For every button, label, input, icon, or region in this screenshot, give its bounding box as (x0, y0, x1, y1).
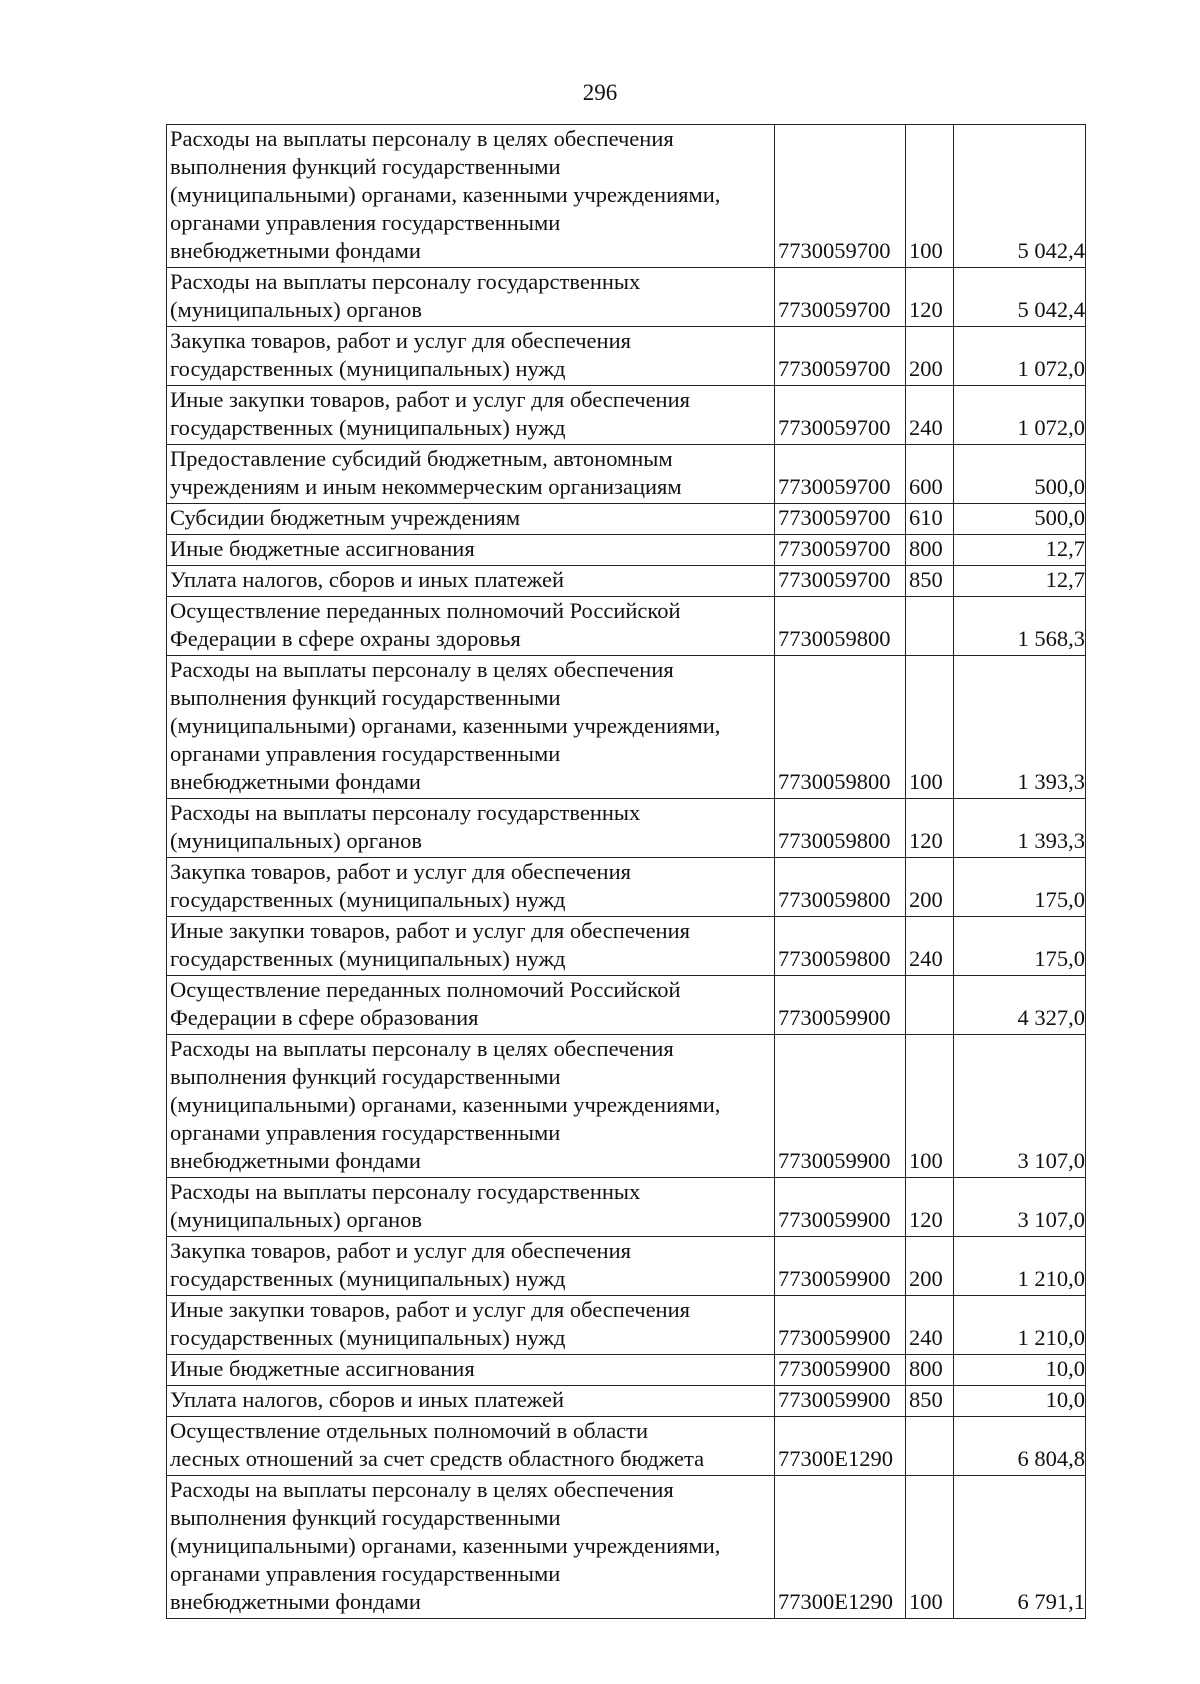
amount-cell: 10,0 (954, 1386, 1086, 1417)
expense-type-cell: 240 (906, 1296, 954, 1355)
page-number: 296 (582, 80, 618, 105)
amount-cell: 1 210,0 (954, 1237, 1086, 1296)
amount-cell: 1 568,3 (954, 597, 1086, 656)
expense-name-line: Иные бюджетные ассигнования (170, 1356, 475, 1381)
expense-name-cell (167, 1386, 775, 1417)
expense-type-cell: 120 (906, 799, 954, 858)
expense-name-line: Расходы на выплаты персоналу в целях обеспечения (170, 126, 674, 151)
budget-table (166, 124, 1086, 1619)
table-row (167, 386, 1086, 445)
expense-name-line: лесных отношений за счет средств областного бюджета (170, 1446, 705, 1471)
expense-name-cell (167, 1476, 775, 1619)
target-code-cell: 7730059900 (775, 1386, 906, 1417)
expense-name-line: Предоставление субсидий бюджетным, автономным (170, 446, 673, 471)
expense-name-line: Федерации в сфере образования (170, 1005, 479, 1030)
expense-name-line: (муниципальными) органами, казенными учреждениями, (170, 713, 721, 738)
target-code-cell: 7730059700 (775, 327, 906, 386)
expense-name-cell (167, 917, 775, 976)
table-row (167, 125, 1086, 268)
target-code-cell: 7730059800 (775, 597, 906, 656)
amount-cell: 1 072,0 (954, 386, 1086, 445)
target-code-cell: 7730059900 (775, 1355, 906, 1386)
table-row (167, 799, 1086, 858)
expense-name-line: (муниципальными) органами, казенными учреждениями, (170, 1533, 721, 1558)
expense-type-cell: 200 (906, 1237, 954, 1296)
expense-type-cell: 600 (906, 445, 954, 504)
expense-name-line: учреждениям и иным некоммерческим организациям (170, 474, 682, 499)
expense-name-cell (167, 327, 775, 386)
table-row (167, 535, 1086, 566)
target-code-cell: 7730059800 (775, 858, 906, 917)
table-row (167, 1237, 1086, 1296)
expense-type-cell: 100 (906, 1035, 954, 1178)
expense-name-line: Субсидии бюджетным учреждениям (170, 505, 521, 530)
expense-name-line: Иные закупки товаров, работ и услуг для обеспечения (170, 918, 690, 943)
target-code-cell: 7730059700 (775, 386, 906, 445)
target-code-cell: 7730059900 (775, 1178, 906, 1237)
target-code-cell: 7730059700 (775, 445, 906, 504)
target-code-cell: 7730059900 (775, 1035, 906, 1178)
amount-cell: 10,0 (954, 1355, 1086, 1386)
amount-cell: 6 804,8 (954, 1417, 1086, 1476)
expense-type-cell: 200 (906, 858, 954, 917)
expense-name-line: Иные закупки товаров, работ и услуг для обеспечения (170, 1297, 690, 1322)
expense-name-cell (167, 597, 775, 656)
amount-cell: 3 107,0 (954, 1178, 1086, 1237)
expense-name-cell (167, 445, 775, 504)
target-code-cell: 7730059700 (775, 268, 906, 327)
expense-type-cell: 610 (906, 504, 954, 535)
amount-cell: 1 393,3 (954, 799, 1086, 858)
expense-name-line: Уплата налогов, сборов и иных платежей (170, 567, 565, 592)
expense-name-cell (167, 125, 775, 268)
amount-cell: 5 042,4 (954, 125, 1086, 268)
expense-name-line: (муниципальных) органов (170, 1207, 423, 1232)
expense-name-line: выполнения функций государственными (170, 154, 561, 179)
expense-type-cell (906, 597, 954, 656)
table-row (167, 1355, 1086, 1386)
expense-name-line: Расходы на выплаты персоналу государственных (170, 1179, 641, 1204)
table-row (167, 566, 1086, 597)
amount-cell: 5 042,4 (954, 268, 1086, 327)
expense-name-line: государственных (муниципальных) нужд (170, 887, 566, 912)
expense-type-cell: 850 (906, 566, 954, 597)
table-row (167, 445, 1086, 504)
target-code-cell: 77300E1290 (775, 1476, 906, 1619)
expense-name-line: органами управления государственными (170, 1120, 561, 1145)
expense-type-cell: 200 (906, 327, 954, 386)
amount-cell: 6 791,1 (954, 1476, 1086, 1619)
expense-name-line: Расходы на выплаты персоналу государственных (170, 800, 641, 825)
expense-type-cell: 120 (906, 1178, 954, 1237)
table-row (167, 327, 1086, 386)
expense-name-cell (167, 656, 775, 799)
expense-name-cell (167, 535, 775, 566)
expense-name-line: (муниципальными) органами, казенными учреждениями, (170, 1092, 721, 1117)
target-code-cell: 7730059800 (775, 917, 906, 976)
expense-name-cell (167, 799, 775, 858)
target-code-cell: 7730059700 (775, 504, 906, 535)
table-row (167, 1476, 1086, 1619)
expense-name-line: государственных (муниципальных) нужд (170, 1325, 566, 1350)
expense-name-line: Закупка товаров, работ и услуг для обеспечения (170, 328, 631, 353)
amount-cell: 12,7 (954, 535, 1086, 566)
table-row (167, 656, 1086, 799)
expense-name-cell (167, 1035, 775, 1178)
amount-cell: 1 393,3 (954, 656, 1086, 799)
expense-name-line: (муниципальными) органами, казенными учреждениями, (170, 182, 721, 207)
target-code-cell: 7730059900 (775, 1296, 906, 1355)
expense-name-cell (167, 1417, 775, 1476)
expense-name-line: выполнения функций государственными (170, 685, 561, 710)
expense-name-line: Расходы на выплаты персоналу государственных (170, 269, 641, 294)
expense-name-line: государственных (муниципальных) нужд (170, 1266, 566, 1291)
expense-type-cell: 120 (906, 268, 954, 327)
amount-cell: 175,0 (954, 858, 1086, 917)
expense-type-cell: 100 (906, 125, 954, 268)
target-code-cell: 7730059800 (775, 799, 906, 858)
expense-name-line: Расходы на выплаты персоналу в целях обеспечения (170, 1477, 674, 1502)
table-row (167, 1178, 1086, 1237)
expense-name-line: органами управления государственными (170, 741, 561, 766)
table-row (167, 504, 1086, 535)
table-row (167, 1417, 1086, 1476)
expense-name-cell (167, 268, 775, 327)
expense-name-cell (167, 976, 775, 1035)
table-row (167, 976, 1086, 1035)
expense-name-line: органами управления государственными (170, 210, 561, 235)
amount-cell: 500,0 (954, 445, 1086, 504)
expense-name-line: Закупка товаров, работ и услуг для обеспечения (170, 859, 631, 884)
amount-cell: 3 107,0 (954, 1035, 1086, 1178)
expense-name-line: Расходы на выплаты персоналу в целях обеспечения (170, 657, 674, 682)
expense-name-cell (167, 1355, 775, 1386)
expense-name-cell (167, 566, 775, 597)
expense-type-cell: 800 (906, 1355, 954, 1386)
expense-name-line: органами управления государственными (170, 1561, 561, 1586)
expense-type-cell: 850 (906, 1386, 954, 1417)
amount-cell: 4 327,0 (954, 976, 1086, 1035)
target-code-cell: 7730059700 (775, 535, 906, 566)
expense-name-cell (167, 386, 775, 445)
target-code-cell: 7730059700 (775, 125, 906, 268)
expense-type-cell: 800 (906, 535, 954, 566)
target-code-cell: 7730059800 (775, 656, 906, 799)
amount-cell: 500,0 (954, 504, 1086, 535)
target-code-cell: 7730059900 (775, 976, 906, 1035)
expense-name-line: внебюджетными фондами (170, 1589, 421, 1614)
expense-name-cell (167, 858, 775, 917)
expense-name-line: внебюджетными фондами (170, 238, 421, 263)
expense-name-cell (167, 1178, 775, 1237)
expense-name-line: государственных (муниципальных) нужд (170, 415, 566, 440)
expense-name-cell (167, 1237, 775, 1296)
expense-name-line: внебюджетными фондами (170, 769, 421, 794)
expense-name-line: Иные закупки товаров, работ и услуг для обеспечения (170, 387, 690, 412)
expense-name-line: внебюджетными фондами (170, 1148, 421, 1173)
expense-name-cell (167, 1296, 775, 1355)
expense-name-line: Иные бюджетные ассигнования (170, 536, 475, 561)
expense-type-cell (906, 976, 954, 1035)
expense-name-line: государственных (муниципальных) нужд (170, 946, 566, 971)
expense-name-line: государственных (муниципальных) нужд (170, 356, 566, 381)
target-code-cell: 7730059900 (775, 1237, 906, 1296)
expense-type-cell (906, 1417, 954, 1476)
amount-cell: 12,7 (954, 566, 1086, 597)
amount-cell: 1 210,0 (954, 1296, 1086, 1355)
table-row (167, 268, 1086, 327)
target-code-cell: 77300E1290 (775, 1417, 906, 1476)
table-row (167, 1296, 1086, 1355)
expense-name-line: Федерации в сфере охраны здоровья (170, 626, 521, 651)
expense-type-cell: 100 (906, 656, 954, 799)
expense-name-line: Осуществление переданных полномочий Российской (170, 977, 681, 1002)
expense-type-cell: 100 (906, 1476, 954, 1619)
expense-name-line: выполнения функций государственными (170, 1064, 561, 1089)
table-row (167, 858, 1086, 917)
target-code-cell: 7730059700 (775, 566, 906, 597)
table-row (167, 1386, 1086, 1417)
table-row (167, 1035, 1086, 1178)
budget-table-body (167, 125, 1086, 1619)
table-row (167, 597, 1086, 656)
expense-name-line: выполнения функций государственными (170, 1505, 561, 1530)
expense-name-line: (муниципальных) органов (170, 297, 423, 322)
expense-type-cell: 240 (906, 386, 954, 445)
expense-name-line: Закупка товаров, работ и услуг для обеспечения (170, 1238, 631, 1263)
expense-name-line: Осуществление отдельных полномочий в области (170, 1418, 649, 1443)
amount-cell: 1 072,0 (954, 327, 1086, 386)
expense-name-line: (муниципальных) органов (170, 828, 423, 853)
expense-name-line: Расходы на выплаты персоналу в целях обеспечения (170, 1036, 674, 1061)
table-row (167, 917, 1086, 976)
expense-name-line: Осуществление переданных полномочий Российской (170, 598, 681, 623)
expense-name-line: Уплата налогов, сборов и иных платежей (170, 1387, 565, 1412)
expense-name-cell (167, 504, 775, 535)
amount-cell: 175,0 (954, 917, 1086, 976)
expense-type-cell: 240 (906, 917, 954, 976)
